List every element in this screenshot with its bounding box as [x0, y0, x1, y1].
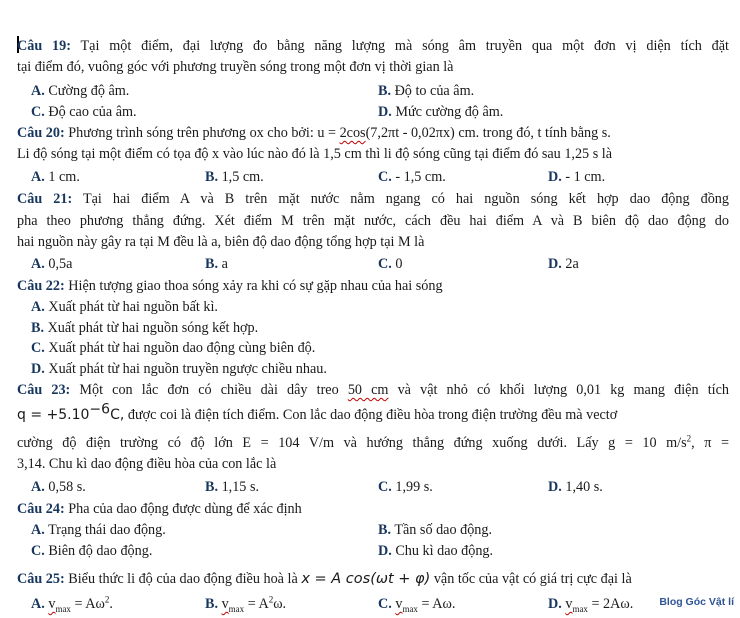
- q24-line1: Câu 24: Pha của dao động được dùng để xác định: [17, 501, 302, 517]
- q23-option-c[interactable]: C. 1,99 s.: [378, 479, 433, 495]
- q23-option-b[interactable]: B. 1,15 s.: [205, 479, 260, 495]
- q20-option-b[interactable]: B. 1,5 cm.: [205, 169, 264, 185]
- q25-line1: Câu 25: Biểu thức li độ của dao động điều hoà là x = A cos(ωt + φ) vận tốc của vật có giá trị cực đại là: [17, 571, 632, 587]
- q20-line1: Câu 20: Phương trình sóng trên phương ox cho bởi: u = 2cos(7,2πt - 0,02πx) cm. trong đó, t tính bằng s.: [17, 125, 611, 141]
- q25-option-d[interactable]: D. $v_{max} = 2A\omega$.: [548, 596, 634, 614]
- q23-option-d[interactable]: D. 1,40 s.: [548, 479, 603, 495]
- q21-option-a[interactable]: A. 0,5a: [31, 256, 73, 272]
- q23-line2: $q = +5.10^{-6}C$, được coi là điện tích điểm. Con lắc dao động điều hòa trong điện trường đều mà vectơ: [17, 401, 618, 423]
- q22-option-b[interactable]: B. Xuất phát từ hai nguồn sóng kết hợp.: [31, 320, 259, 336]
- q20-option-c[interactable]: C. - 1,5 cm.: [378, 169, 446, 185]
- q21-option-b[interactable]: B. a: [205, 256, 228, 272]
- q24-option-a[interactable]: A. Trạng thái dao động.: [31, 522, 166, 538]
- q19-option-d[interactable]: D. Mức cường độ âm.: [378, 104, 504, 120]
- q25-option-c[interactable]: C. $v_{max} = A\omega$.: [378, 596, 456, 614]
- q20-option-d[interactable]: D. - 1 cm.: [548, 169, 606, 185]
- q21-option-d[interactable]: D. 2a: [548, 256, 579, 272]
- q20-option-a[interactable]: A. 1 cm.: [31, 169, 80, 185]
- q23-line3: cường độ điện trường có độ lớn E = 104 V/m và hướng thẳng đứng xuống dưới. Lấy g = 10 $m/s^2$, π =: [17, 433, 729, 451]
- q21-option-c[interactable]: C. 0: [378, 256, 403, 272]
- q21-line2: pha theo phương thẳng đứng. Xét điểm M trên mặt nước, cách đều hai điểm A và B biên độ dao động do: [17, 213, 729, 229]
- q21-line1: Câu 21: Tại hai điểm A và B trên mặt nước nằm ngang có hai nguồn sóng kết hợp dao động đồng: [17, 191, 729, 207]
- q20-label: Câu 20:: [17, 125, 65, 141]
- displacement-formula: x = A cos(ωt + φ): [301, 571, 431, 587]
- q19-line2: tại điểm đó, vuông góc với phương truyền sóng trong một đơn vị thời gian là: [17, 59, 454, 75]
- q25-label: Câu 25:: [17, 571, 65, 587]
- q21-line3: hai nguồn này gây ra tại M đều là a, biên độ dao động tổng hợp tại M là: [17, 234, 425, 250]
- q22-label: Câu 22:: [17, 278, 65, 294]
- q19-line1: Câu 19: Tại một điểm, đại lượng đo bằng năng lượng mà sóng âm truyền qua một đơn vị diện tích đặt: [17, 38, 729, 54]
- blog-watermark: Blog Góc Vật lí: [659, 596, 734, 608]
- q22-option-c[interactable]: C. Xuất phát từ hai nguồn dao động cùng biên độ.: [31, 340, 316, 356]
- q21-label: Câu 21:: [17, 191, 73, 207]
- q22-line1: Câu 22: Hiện tượng giao thoa sóng xảy ra khi có sự gặp nhau của hai sóng: [17, 278, 443, 294]
- q22-option-a[interactable]: A. Xuất phát từ hai nguồn bất kì.: [31, 299, 218, 315]
- q25-option-a[interactable]: A. $v_{max} = A\omega^2$.: [31, 594, 113, 614]
- q22-option-d[interactable]: D. Xuất phát từ hai nguồn truyền ngược chiều nhau.: [31, 361, 327, 377]
- q24-option-b[interactable]: B. Tần số dao động.: [378, 522, 493, 538]
- q19-option-c[interactable]: C. Độ cao của âm.: [31, 104, 137, 120]
- q24-label: Câu 24:: [17, 501, 65, 517]
- q19-label: Câu 19:: [17, 38, 71, 54]
- q25-option-b[interactable]: B. $v_{max} = A^2\omega$.: [205, 594, 287, 614]
- q23-line4: 3,14. Chu kì dao động điều hòa của con lắc là: [17, 456, 277, 472]
- q20-line2: Li độ sóng tại một điểm có tọa độ x vào lúc nào đó là 1,5 cm thì li độ sóng cũng tại điểm đó sau 1,25 s là: [17, 146, 612, 162]
- q24-option-c[interactable]: C. Biên độ dao động.: [31, 543, 153, 559]
- q19-option-b[interactable]: B. Độ to của âm.: [378, 83, 475, 99]
- q23-label: Câu 23:: [17, 382, 71, 398]
- q23-line1: Câu 23: Một con lắc đơn có chiều dài dây treo 50 cm và vật nhỏ có khối lượng 0,01 kg mang điện tích: [17, 382, 729, 398]
- q24-option-d[interactable]: D. Chu kì dao động.: [378, 543, 494, 559]
- q23-option-a[interactable]: A. 0,58 s.: [31, 479, 86, 495]
- charge-formula: q = +5.10: [17, 407, 90, 423]
- q19-option-a[interactable]: A. Cường độ âm.: [31, 83, 130, 99]
